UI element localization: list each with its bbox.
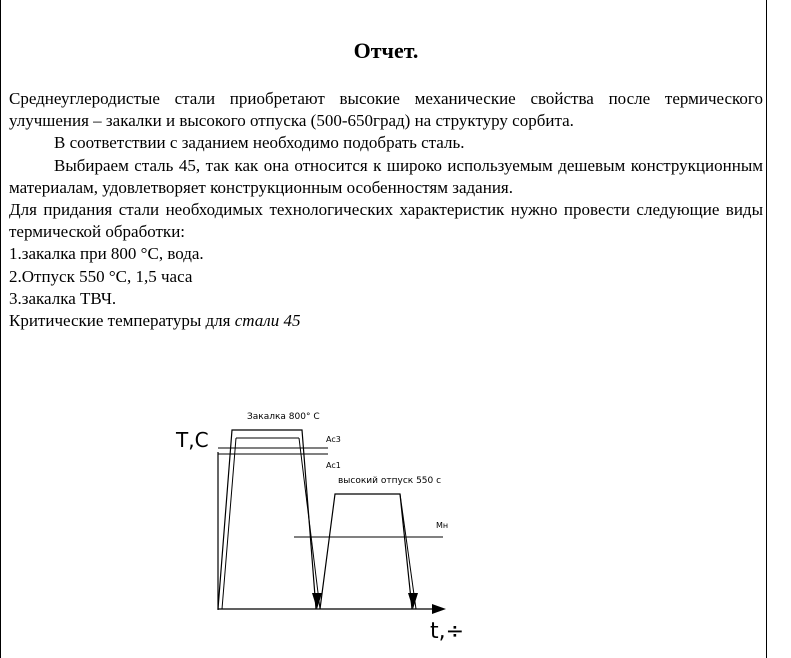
y-axis-label: T,C	[176, 428, 209, 452]
tempering-cooling-line	[400, 494, 416, 609]
page-title: Отчет.	[353, 38, 419, 63]
paragraph-intro: Среднеуглеродистые стали приобретают высокие механические свойства после термического улучшения – закалки и высокого отпуска (500-650град) на структуру сорбита.	[9, 89, 763, 131]
x-axis-arrow	[432, 604, 446, 614]
mn-label: Мн	[436, 521, 449, 530]
ac3-label: Ac3	[326, 435, 341, 444]
tempering-curve	[320, 494, 412, 609]
critical-prefix: Критические температуры для	[9, 311, 235, 331]
list-item-tempering: 2.Отпуск 550 °С, 1,5 часа	[9, 266, 193, 286]
list-item-hf-quench: 3.закалка ТВЧ.	[9, 288, 117, 308]
quench-cooling-line	[299, 438, 320, 609]
paragraph-task: В соответствии с заданием необходимо подобрать сталь.	[54, 133, 465, 153]
tempering-label: высокий отпуск 550 с	[338, 476, 442, 486]
tempering-arrow	[408, 593, 418, 609]
paragraph-treatment: Для придания стали необходимых технологических характеристик нужно провести следующие виды термической обработки:	[9, 200, 763, 242]
list-item-quench: 1.закалка при 800 °С, вода.	[9, 244, 204, 264]
critical-steel-name: стали 45	[234, 311, 301, 331]
quench-label: Закалка 800° C	[247, 412, 320, 422]
x-axis-label: t,÷	[430, 619, 465, 644]
ac1-label: Ac1	[326, 461, 341, 470]
paragraph-choice: Выбираем сталь 45, так как она относится к широко используемым дешевым конструкционным материалам, удовлетворяет конструкционным особенностям задания.	[9, 155, 763, 197]
